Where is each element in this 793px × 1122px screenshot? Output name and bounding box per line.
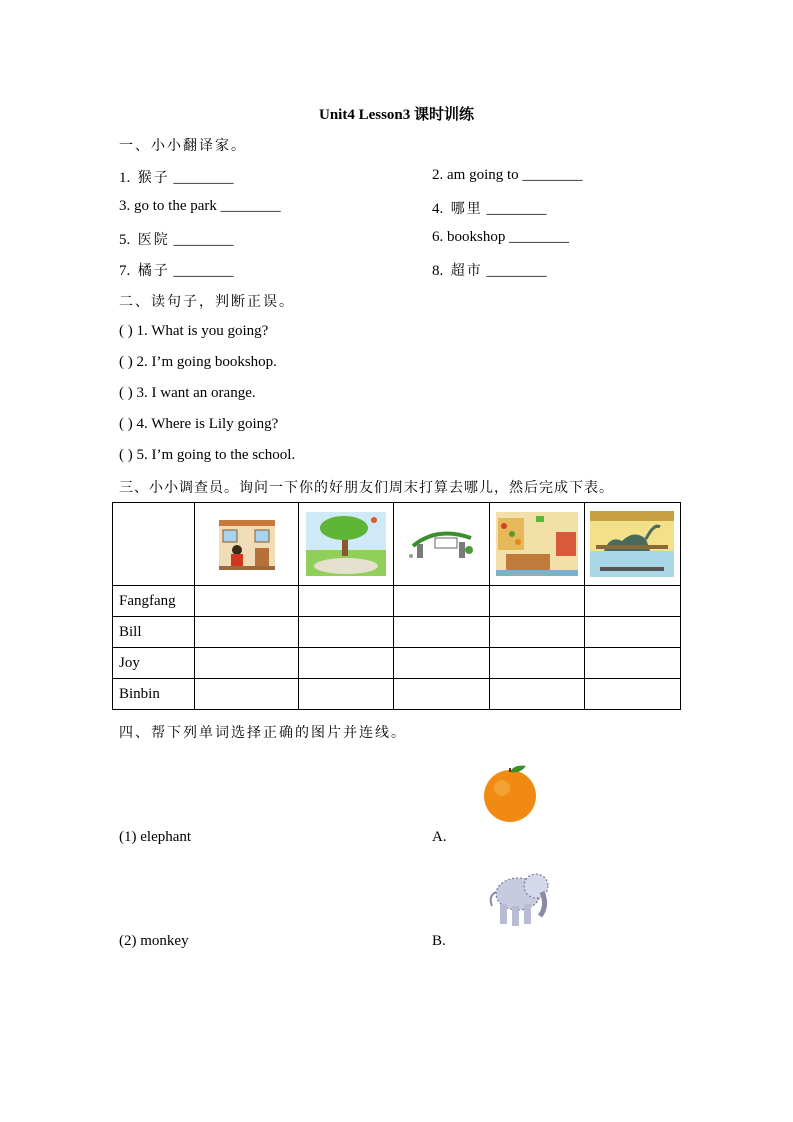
survey-answer-cell[interactable] <box>394 648 489 679</box>
survey-name-cell: Bill <box>113 617 195 648</box>
supermarket-picture <box>496 512 578 576</box>
museum-picture <box>590 511 674 577</box>
survey-answer-cell[interactable] <box>394 617 489 648</box>
survey-answer-cell[interactable] <box>489 648 584 679</box>
translate-item-4: 4. 哪里 ________ <box>432 201 547 217</box>
judge-item-5: ( ) 5. I’m going to the school. <box>119 447 296 463</box>
survey-answer-cell[interactable] <box>489 586 584 617</box>
match-letter-b[interactable]: B. <box>432 933 446 949</box>
survey-answer-cell[interactable] <box>299 679 394 710</box>
judge-item-3: ( ) 3. I want an orange. <box>119 385 256 401</box>
survey-row-fangfang <box>113 586 681 617</box>
translate-item-7: 7. 橘子 ________ <box>119 263 234 279</box>
survey-answer-cell[interactable] <box>489 617 584 648</box>
survey-answer-cell[interactable] <box>299 648 394 679</box>
translate-item-2: 2. am going to ________ <box>432 167 583 183</box>
match-word-elephant[interactable]: (1) elephant <box>119 829 192 845</box>
survey-pic-cell-supermarket <box>489 503 584 586</box>
section3-heading: 三、小小调查员。询问一下你的好朋友们周末打算去哪儿，然后完成下表。 <box>119 480 614 496</box>
survey-pic-cell-zoo <box>394 503 489 586</box>
survey-answer-cell[interactable] <box>584 617 680 648</box>
survey-pic-cell-park <box>299 503 394 586</box>
section2-heading: 二、读句子，判断正误。 <box>119 294 295 310</box>
orange-picture <box>480 762 540 824</box>
zoo-gate-picture <box>407 524 477 564</box>
survey-name-cell: Joy <box>113 648 195 679</box>
translate-item-3: 3. go to the park ________ <box>119 198 281 214</box>
survey-corner-cell <box>113 503 195 586</box>
survey-answer-cell[interactable] <box>299 617 394 648</box>
survey-answer-cell[interactable] <box>195 679 299 710</box>
survey-row-joy <box>113 648 681 679</box>
survey-answer-cell[interactable] <box>584 679 680 710</box>
survey-answer-cell[interactable] <box>394 679 489 710</box>
survey-pic-cell-home <box>195 503 299 586</box>
survey-header-row <box>113 503 681 586</box>
survey-answer-cell[interactable] <box>394 586 489 617</box>
elephant-picture <box>482 866 552 932</box>
survey-row-binbin <box>113 679 681 710</box>
judge-item-1: ( ) 1. What is you going? <box>119 323 269 339</box>
section1-heading: 一、小小翻译家。 <box>119 138 247 154</box>
survey-pic-cell-museum <box>584 503 680 586</box>
survey-answer-cell[interactable] <box>195 648 299 679</box>
park-picture <box>306 512 386 576</box>
survey-answer-cell[interactable] <box>299 586 394 617</box>
survey-answer-cell[interactable] <box>489 679 584 710</box>
match-letter-a[interactable]: A. <box>432 829 447 845</box>
translate-item-8: 8. 超市 ________ <box>432 263 547 279</box>
survey-row-bill <box>113 617 681 648</box>
translate-item-5: 5. 医院 ________ <box>119 232 234 248</box>
survey-answer-cell[interactable] <box>584 648 680 679</box>
survey-answer-cell[interactable] <box>584 586 680 617</box>
survey-answer-cell[interactable] <box>195 586 299 617</box>
judge-item-4: ( ) 4. Where is Lily going? <box>119 416 279 432</box>
survey-name-cell: Binbin <box>113 679 195 710</box>
survey-name-cell: Fangfang <box>113 586 195 617</box>
section4-heading: 四、帮下列单词选择正确的图片并连线。 <box>119 725 407 741</box>
translate-item-6: 6. bookshop ________ <box>432 229 570 245</box>
home-picture <box>215 516 279 572</box>
page-title: Unit4 Lesson3 课时训练 <box>318 107 475 123</box>
judge-item-2: ( ) 2. I’m going bookshop. <box>119 354 277 370</box>
translate-item-1: 1. 猴子 ________ <box>119 170 234 186</box>
survey-table <box>112 502 681 710</box>
match-word-monkey[interactable]: (2) monkey <box>119 933 189 949</box>
survey-answer-cell[interactable] <box>195 617 299 648</box>
